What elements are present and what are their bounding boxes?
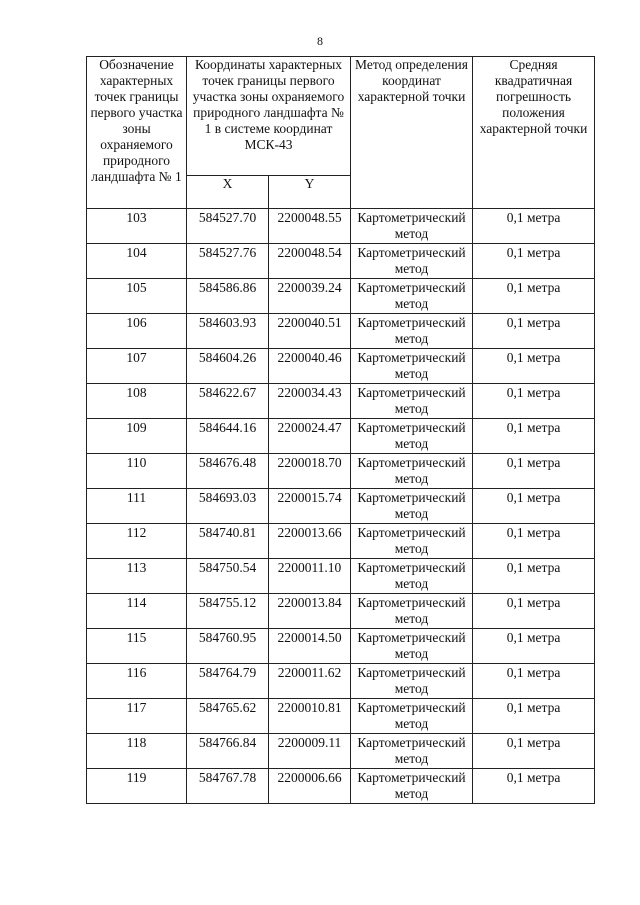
cell-method: Картометрический метод	[351, 244, 473, 279]
cell-method: Картометрический метод	[351, 419, 473, 454]
cell-error: 0,1 метра	[473, 349, 595, 384]
cell-point: 119	[87, 769, 187, 804]
cell-method: Картометрический метод	[351, 664, 473, 699]
cell-y: 2200018.70	[269, 454, 351, 489]
cell-error: 0,1 метра	[473, 244, 595, 279]
table-row	[87, 349, 595, 384]
table-row	[87, 454, 595, 489]
cell-y: 2200040.46	[269, 349, 351, 384]
cell-y: 2200039.24	[269, 279, 351, 314]
table-body	[87, 209, 595, 804]
cell-point: 113	[87, 559, 187, 594]
table-row	[87, 384, 595, 419]
cell-error: 0,1 метра	[473, 419, 595, 454]
cell-method: Картометрический метод	[351, 734, 473, 769]
cell-x: 584760.95	[187, 629, 269, 664]
cell-point: 114	[87, 594, 187, 629]
header-coordinates: Координаты характерных точек границы первого участка зоны охраняемого природного ландшафта № 1 в системе координат МСК-43	[187, 57, 351, 176]
cell-error: 0,1 метра	[473, 734, 595, 769]
cell-method: Картометрический метод	[351, 454, 473, 489]
cell-y: 2200011.10	[269, 559, 351, 594]
table-row	[87, 209, 595, 244]
cell-x: 584766.84	[187, 734, 269, 769]
cell-y: 2200040.51	[269, 314, 351, 349]
table-header	[87, 57, 595, 209]
cell-error: 0,1 метра	[473, 559, 595, 594]
cell-point: 105	[87, 279, 187, 314]
cell-y: 2200013.66	[269, 524, 351, 559]
cell-point: 118	[87, 734, 187, 769]
cell-method: Картометрический метод	[351, 559, 473, 594]
table-row	[87, 244, 595, 279]
cell-error: 0,1 метра	[473, 629, 595, 664]
table-row	[87, 734, 595, 769]
cell-x: 584644.16	[187, 419, 269, 454]
cell-method: Картометрический метод	[351, 209, 473, 244]
cell-method: Картометрический метод	[351, 769, 473, 804]
cell-error: 0,1 метра	[473, 209, 595, 244]
cell-x: 584755.12	[187, 594, 269, 629]
cell-method: Картометрический метод	[351, 279, 473, 314]
cell-point: 107	[87, 349, 187, 384]
cell-x: 584764.79	[187, 664, 269, 699]
cell-method: Картометрический метод	[351, 594, 473, 629]
cell-x: 584750.54	[187, 559, 269, 594]
cell-x: 584693.03	[187, 489, 269, 524]
cell-point: 112	[87, 524, 187, 559]
cell-y: 2200034.43	[269, 384, 351, 419]
cell-x: 584527.70	[187, 209, 269, 244]
cell-error: 0,1 метра	[473, 769, 595, 804]
header-row-main	[87, 57, 595, 176]
cell-method: Картометрический метод	[351, 524, 473, 559]
cell-y: 2200048.54	[269, 244, 351, 279]
cell-method: Картометрический метод	[351, 349, 473, 384]
cell-point: 117	[87, 699, 187, 734]
cell-error: 0,1 метра	[473, 699, 595, 734]
cell-point: 108	[87, 384, 187, 419]
cell-method: Картометрический метод	[351, 629, 473, 664]
table-row	[87, 629, 595, 664]
cell-point: 110	[87, 454, 187, 489]
cell-x: 584765.62	[187, 699, 269, 734]
table-row	[87, 419, 595, 454]
cell-point: 111	[87, 489, 187, 524]
table-row	[87, 594, 595, 629]
cell-method: Картометрический метод	[351, 314, 473, 349]
table-row	[87, 489, 595, 524]
cell-error: 0,1 метра	[473, 279, 595, 314]
cell-error: 0,1 метра	[473, 524, 595, 559]
cell-error: 0,1 метра	[473, 314, 595, 349]
cell-point: 116	[87, 664, 187, 699]
cell-x: 584527.76	[187, 244, 269, 279]
cell-y: 2200010.81	[269, 699, 351, 734]
cell-y: 2200011.62	[269, 664, 351, 699]
cell-method: Картометрический метод	[351, 699, 473, 734]
cell-x: 584740.81	[187, 524, 269, 559]
cell-x: 584586.86	[187, 279, 269, 314]
cell-y: 2200013.84	[269, 594, 351, 629]
cell-y: 2200009.11	[269, 734, 351, 769]
table-row	[87, 314, 595, 349]
cell-error: 0,1 метра	[473, 384, 595, 419]
cell-point: 109	[87, 419, 187, 454]
cell-point: 104	[87, 244, 187, 279]
cell-y: 2200014.50	[269, 629, 351, 664]
table-row	[87, 559, 595, 594]
coordinates-table	[86, 56, 595, 804]
cell-error: 0,1 метра	[473, 454, 595, 489]
cell-error: 0,1 метра	[473, 594, 595, 629]
cell-x: 584676.48	[187, 454, 269, 489]
header-error: Средняя квадратичная погрешность положения характерной точки	[473, 57, 595, 209]
header-y: Y	[269, 176, 351, 209]
cell-y: 2200015.74	[269, 489, 351, 524]
cell-y: 2200024.47	[269, 419, 351, 454]
cell-point: 103	[87, 209, 187, 244]
cell-x: 584603.93	[187, 314, 269, 349]
cell-point: 106	[87, 314, 187, 349]
table-row	[87, 664, 595, 699]
cell-y: 2200006.66	[269, 769, 351, 804]
table-row	[87, 524, 595, 559]
cell-error: 0,1 метра	[473, 489, 595, 524]
cell-x: 584604.26	[187, 349, 269, 384]
cell-method: Картометрический метод	[351, 384, 473, 419]
cell-error: 0,1 метра	[473, 664, 595, 699]
table-row	[87, 699, 595, 734]
table-row	[87, 279, 595, 314]
cell-point: 115	[87, 629, 187, 664]
table-row	[87, 769, 595, 804]
cell-method: Картометрический метод	[351, 489, 473, 524]
header-x: X	[187, 176, 269, 209]
page-number: 8	[317, 34, 323, 48]
header-method: Метод определения координат характерной точки	[351, 57, 473, 209]
header-designation: Обозначение характерных точек границы первого участка зоны охраняемого природного ландшафта № 1	[87, 57, 187, 209]
cell-y: 2200048.55	[269, 209, 351, 244]
cell-x: 584767.78	[187, 769, 269, 804]
cell-x: 584622.67	[187, 384, 269, 419]
